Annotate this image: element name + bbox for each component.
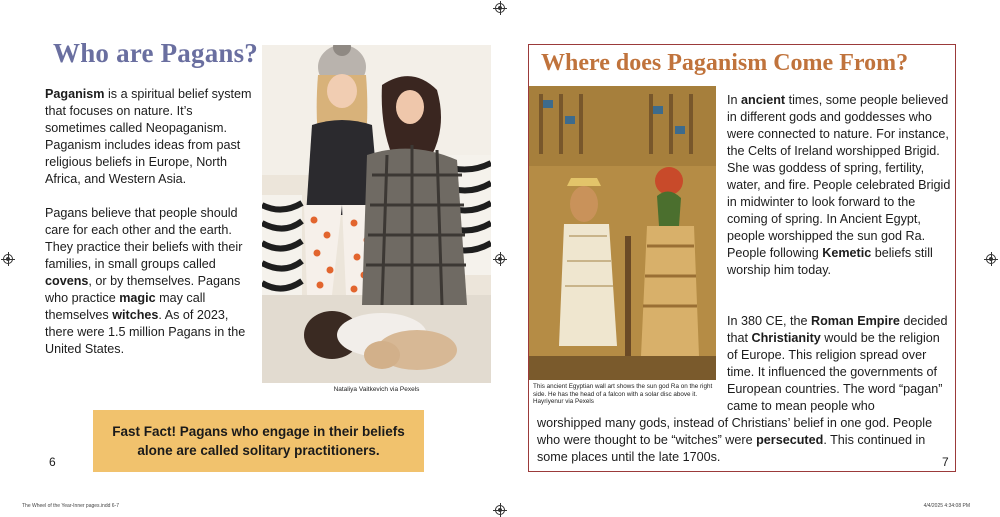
left-paragraph-2: Pagans believe that people should care for each other and the earth. They practice their beliefs with their families, in small groups called covens, or by themselves. Pagans who practice magic may call themselves witches. As of 2023, there were 1.5 million Pagans in the United States. xyxy=(45,206,246,356)
family-photo xyxy=(262,45,491,383)
term-paganism: Paganism xyxy=(45,87,105,101)
term-roman-empire: Roman Empire xyxy=(811,314,900,328)
photo-caption-right: This ancient Egyptian wall art shows the sun god Ra on the right side. He has the head of a falcon with a solar disc above it. Hayriyenur via Pexels xyxy=(533,383,713,405)
right-paragraph-2-bottom: worshipped many gods, instead of Christians’ belief in one god. People who were thought to be “witches” were persecuted. This continued in some places until the late 1700s. xyxy=(537,416,933,464)
fast-fact-text: Pagans who engage in their beliefs alone are called solitary practitioners. xyxy=(137,424,405,458)
term-persecuted: persecuted xyxy=(756,433,824,447)
term-ancient: ancient xyxy=(741,93,786,107)
term-kemetic: Kemetic xyxy=(822,246,872,260)
photo-credit-left: Nataliya Vaitkevich via Pexels xyxy=(333,386,420,393)
page-number-left: 6 xyxy=(49,455,56,469)
print-slug-left: The Wheel of the Year-Inner pages.indd 6-7 xyxy=(22,503,120,509)
fast-fact-label: Fast Fact! xyxy=(112,424,176,439)
page-number-right: 7 xyxy=(942,455,949,469)
left-paragraph-1: Paganism is a spiritual belief system that focuses on nature. It’s sometimes called Neopaganism. Paganism includes ideas from past religious beliefs in Europe, North Africa, and Western Asia. xyxy=(45,87,252,186)
term-covens: covens xyxy=(45,274,89,288)
egyptian-wall-art-photo xyxy=(529,86,716,380)
fast-fact-box xyxy=(93,410,424,472)
right-paragraph-2-top: In 380 CE, the Roman Empire decided that Christianity would be the religion of Europe. This religion spread over time. It influenced the governments of European countries. The word “pagan” came to mean people who xyxy=(727,314,948,413)
right-page-title: Where does Paganism Come From? xyxy=(541,50,909,76)
right-page xyxy=(500,0,1000,517)
term-witches: witches xyxy=(112,308,159,322)
left-page-title: Who are Pagans? xyxy=(53,38,259,68)
term-christianity: Christianity xyxy=(751,331,821,345)
right-paragraph-1: In ancient times, some people believed in different gods and goddesses who were connected to nature. For instance, the Celts of Ireland worshipped Brigid. She was goddess of spring, fertility, water, and fire. People celebrated Brigid in midwinter to look forward to the coming of spring. In Ancient Egypt, people worshipped the sun god Ra. People following Kemetic beliefs still worship him today. xyxy=(727,93,951,277)
print-slug-right: 4/4/2025 4:34:08 PM xyxy=(923,503,970,509)
term-magic: magic xyxy=(119,291,156,305)
